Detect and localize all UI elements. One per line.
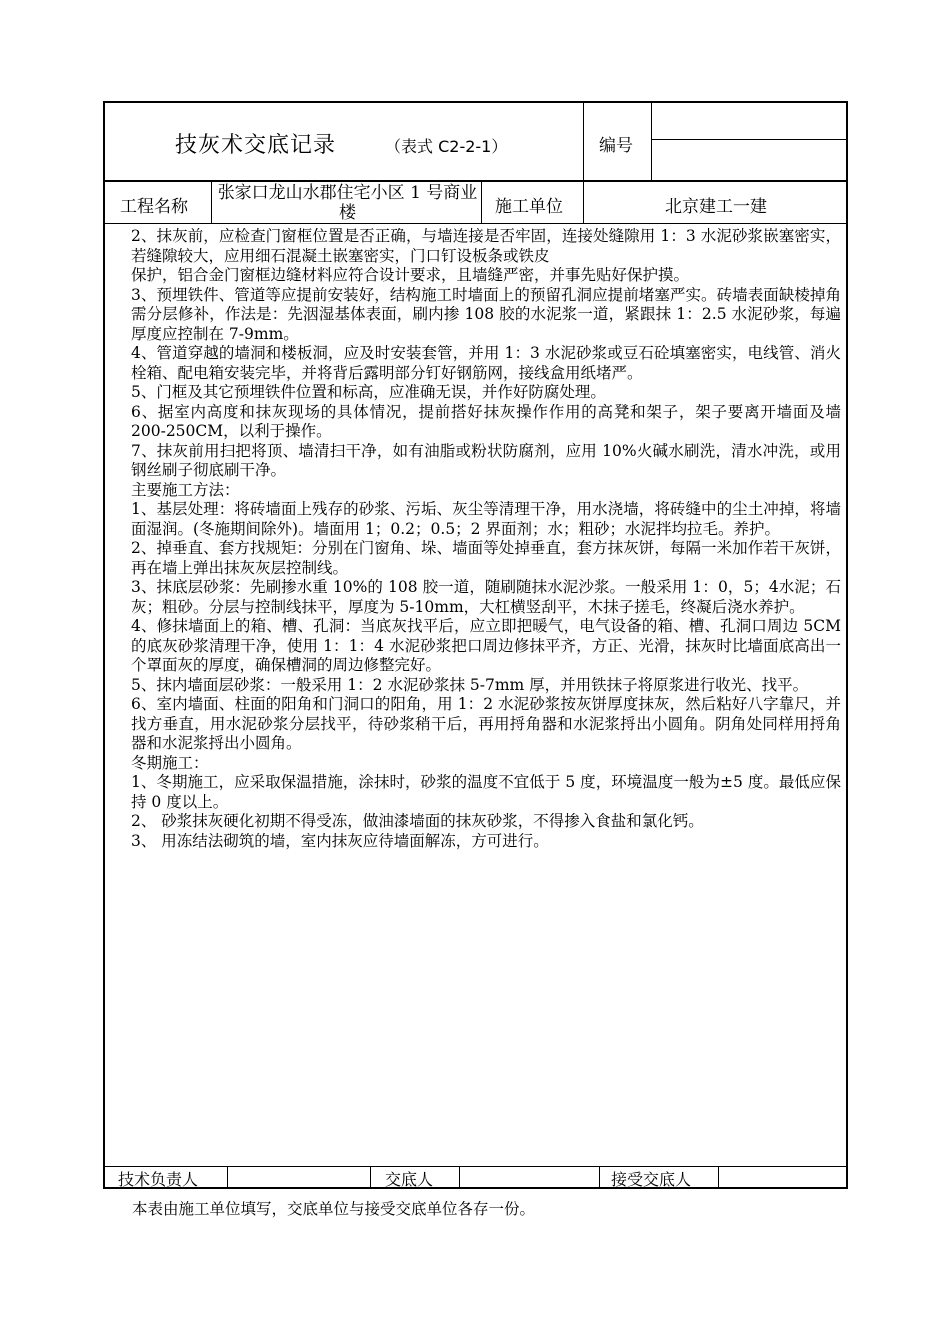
section-heading: 主要施工方法：: [131, 480, 240, 499]
content-line: 2、 砂浆抹灰硬化初期不得受冻，做油漆墙面的抹灰砂浆，不得掺入食盐和氯化钙。: [131, 812, 704, 830]
briefer-label: 交底人: [385, 1170, 434, 1189]
number-label: 编号: [599, 136, 633, 156]
project-name-separator: [481, 181, 482, 224]
sig-sep-3: [459, 1166, 460, 1188]
content-line: 4、修抹墙面上的箱、槽、孔洞：当底灰找平后，应立即把暖气，电气设备的箱、槽、孔洞口周边 5CM 的底灰砂浆清理干净，使用 1：1：4 水泥砂浆把口周边修抹平齐，方正、光滑，抹灰时比墙面底高出一个罩面灰的厚度，确保槽洞的周边修整完好。: [131, 617, 841, 674]
content-line: 5、门框及其它预埋铁件位置和标高，应准确无误，并作好防腐处理。: [131, 383, 606, 401]
footer-note: 本表由施工单位填写，交底单位与接受交底单位各存一份。: [132, 1200, 536, 1218]
sig-sep-1: [227, 1166, 228, 1188]
form-code: （表式 C2-2-1）: [385, 137, 508, 156]
project-label: 工程名称: [120, 197, 188, 217]
section-heading: 冬期施工：: [131, 753, 209, 772]
document-title: 技灰术交底记录: [175, 133, 337, 158]
project-label-separator: [211, 181, 212, 224]
number-row-divider: [651, 139, 848, 140]
info-divider: [103, 223, 848, 224]
number-value-separator: [651, 101, 652, 181]
content-line: 6、室内墙面、柱面的阳角和门洞口的阳角，用 1：2 水泥砂浆按灰饼厚度抹灰，然后粘好八字靠尺，并找方垂直，用水泥砂浆分层找平，待砂浆稍干后，再用捋角器和水泥浆捋出小圆角。阴角处同样用捋角器和水泥浆捋出小圆角。: [131, 695, 841, 752]
content-line: 1、冬期施工，应采取保温措施，涂抹时，砂浆的温度不宜低于 5 度，环境温度一般为±5 度。最低应保持 0 度以上。: [131, 773, 841, 811]
content-line: 2、抹灰前，应检查门窗框位置是否正确，与墙连接是否牢固，连接处缝隙用 1：3 水泥砂浆嵌塞密实，若缝隙较大，应用细石混凝土嵌塞密实，门口钉设板条或铁皮: [131, 227, 841, 265]
sig-sep-4: [599, 1166, 600, 1188]
header-divider: [103, 180, 848, 182]
content-line: 5、抹内墙面层砂浆：一般采用 1：2 水泥砂浆抹 5-7mm 厚，并用铁抹子将原浆进行收光、找平。: [131, 675, 809, 694]
content-line: 4、管道穿越的墙洞和楼板洞，应及时安装套管，并用 1：3 水泥砂浆或豆石砼填塞密实，电线管、消火栓箱、配电箱安装完毕，并将背后露明部分钉好钢筋网，接线盒用纸堵严。: [131, 344, 841, 382]
content-line: 2、掉垂直、套方找规矩：分别在门窗角、垛、墙面等处掉垂直，套方抹灰饼，每隔一米加作若干灰饼，再在墙上弹出抹灰灰层控制线。: [131, 539, 841, 577]
briefing-content: [131, 227, 841, 851]
project-name: 张家口龙山水郡住宅小区 1 号商业楼: [217, 183, 478, 223]
title-number-separator: [583, 101, 584, 224]
receiver-label: 接受交底人: [611, 1170, 692, 1189]
content-line: 保护，铝合金门窗框边缝材料应符合设计要求，且墙缝严密，并事先贴好保护摸。: [131, 266, 690, 284]
content-line: 3、 用冻结法砌筑的墙，室内抹灰应待墙面解冻，方可进行。: [131, 831, 549, 850]
tech-lead-label: 技术负责人: [118, 1170, 199, 1189]
construction-unit: 北京建工一建: [665, 197, 767, 217]
unit-label: 施工单位: [495, 197, 563, 217]
content-line: 6、据室内高度和抹灰现场的具体情况，提前搭好抹灰操作作用的高凳和架子，架子要离开墙面及墙 200-250CM，以利于操作。: [131, 402, 841, 440]
sig-sep-5: [718, 1166, 719, 1188]
content-line: 7、抹灰前用扫把将顶、墙清扫干净，如有油脂或粉状防腐剂，应用 10%火碱水刷洗，清水冲洗，或用钢丝刷子彻底刷干净。: [131, 441, 841, 479]
signature-divider: [103, 1166, 848, 1167]
content-line: 3、抹底层砂浆：先刷掺水重 10%的 108 胶一道，随刷随抹水泥沙浆。一般采用 1：0，5；4水泥；石灰；粗砂。分层与控制线抹平，厚度为 5-10mm，大杠横竖刮平，木抹子搓毛，终凝后浇水养护。: [131, 578, 841, 616]
content-line: 1、基层处理：将砖墙面上残存的砂浆、污垢、灰尘等清理干净，用水浇墙，将砖缝中的尘土冲掉，将墙面湿润。(冬施期间除外)。墙面用 1；0.2；0.5；2 界面剂；水；粗砂；水泥拌均拉毛。养护。: [131, 500, 841, 538]
content-line: 3、预埋铁件、管道等应提前安装好，结构施工时墙面上的预留孔洞应提前堵塞严实。砖墙表面缺棱掉角需分层修补，作法是：先洇湿基体表面，刷内掺 108 胶的水泥浆一道，紧跟抹 1：2.5 水泥砂浆，每遍厚度应控制在 7-9mm。: [131, 285, 841, 343]
sig-sep-2: [370, 1166, 371, 1188]
